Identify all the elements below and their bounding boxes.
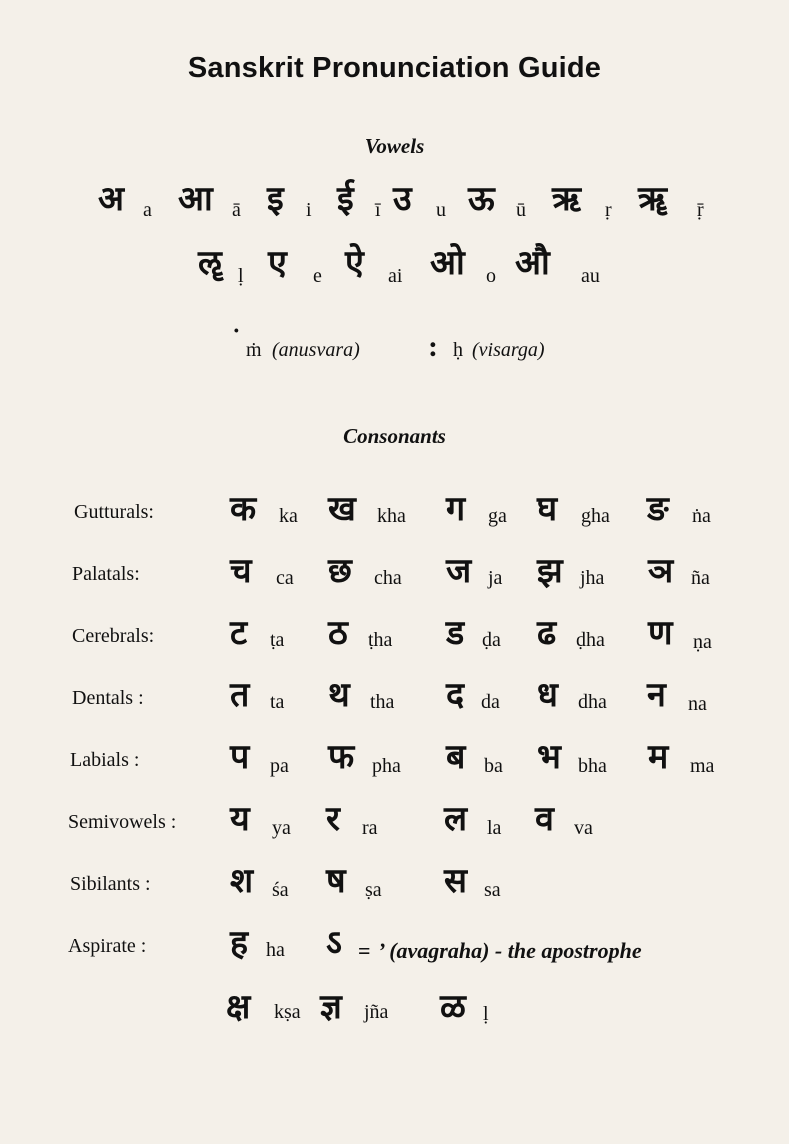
consonant-translit: gha <box>581 505 610 527</box>
consonant-letter: थ <box>328 675 350 715</box>
vowel-row-2 <box>0 243 789 296</box>
row-label: Aspirate : <box>68 935 147 957</box>
consonant-letter: ग <box>446 489 466 529</box>
visarga-mark: : <box>428 330 438 363</box>
consonant-translit: ma <box>690 755 715 777</box>
consonant-letter: व <box>535 799 554 839</box>
consonant-letter: च <box>230 551 252 591</box>
vowel-translit: ṛ <box>605 199 612 221</box>
vowel-translit: ā <box>232 199 241 221</box>
anusvara-letter: ṁ <box>246 339 262 361</box>
consonant-translit: ga <box>488 505 507 527</box>
consonant-letter: द <box>446 675 465 715</box>
consonant-letter: ङ <box>647 489 669 529</box>
vowel-translit: e <box>313 265 322 287</box>
vowel-translit: i <box>306 199 312 221</box>
consonant-row-labials <box>0 737 789 790</box>
consonant-translit: cha <box>374 567 402 589</box>
conjunct-letter: ज्ञ <box>320 987 342 1027</box>
consonant-letter: ष <box>326 861 346 901</box>
vowel-translit: ū <box>516 199 526 221</box>
consonant-letter: न <box>647 675 666 715</box>
consonant-translit: da <box>481 691 500 713</box>
consonant-letter: झ <box>537 551 563 591</box>
consonant-letter: श <box>230 861 254 901</box>
consonant-translit: dha <box>578 691 607 713</box>
consonant-translit: na <box>688 693 707 715</box>
consonant-letter: प <box>230 737 250 777</box>
consonant-translit: bha <box>578 755 607 777</box>
vowel-letter: उ <box>393 179 412 219</box>
vowel-translit: ai <box>388 265 403 287</box>
consonant-letter: स <box>444 861 467 901</box>
consonant-letter: ब <box>446 737 466 777</box>
anusvara-mark: ˙ <box>232 324 241 353</box>
row-label: Gutturals: <box>74 501 154 523</box>
row-label: Cerebrals: <box>72 625 155 647</box>
consonant-letter: ढ <box>537 613 557 653</box>
vowel-translit: ḷ <box>238 265 244 287</box>
vowel-letter: औ <box>515 243 550 283</box>
row-label: Sibilants : <box>70 873 151 895</box>
consonant-letter: ध <box>537 675 558 715</box>
vowels-heading: Vowels <box>364 134 425 158</box>
consonant-row-gutturals <box>0 489 789 542</box>
vowel-letter: इ <box>267 179 284 219</box>
consonant-translit: pha <box>372 755 401 777</box>
vowel-translit: u <box>436 199 446 221</box>
consonant-translit: śa <box>272 879 289 901</box>
vowel-letter: ॠ <box>638 179 668 219</box>
conjunct-translit: ḷ <box>483 1003 489 1025</box>
consonants-heading: Consonants <box>343 424 446 448</box>
vowel-letter: ऐ <box>345 243 364 283</box>
consonant-letter: छ <box>328 551 352 591</box>
consonant-translit: ña <box>691 567 710 589</box>
vowel-letter: आ <box>178 179 213 219</box>
consonant-translit: ra <box>362 817 378 839</box>
consonant-letter: म <box>648 737 669 777</box>
consonant-translit: va <box>574 817 593 839</box>
conjunct-letter: ळ <box>440 987 466 1027</box>
consonant-translit: kha <box>377 505 406 527</box>
consonant-translit: ṭa <box>270 629 285 651</box>
consonant-translit: la <box>487 817 502 839</box>
vowel-translit: ṝ <box>697 199 704 221</box>
consonant-row-aspirate <box>0 923 789 976</box>
consonant-letter: ठ <box>328 613 348 653</box>
consonant-translit: ṭha <box>368 629 393 651</box>
conjunct-row <box>0 987 789 1040</box>
visarga-name: (visarga) <box>472 339 545 361</box>
equals-sign: = <box>358 938 371 963</box>
vowel-letter: ॡ <box>198 243 222 283</box>
vowel-letter: ए <box>268 243 287 283</box>
special-signs-row <box>0 324 789 384</box>
anusvara-name: (anusvara) <box>272 339 360 361</box>
consonant-letter: ख <box>328 489 356 529</box>
conjunct-translit: jña <box>364 1001 389 1023</box>
vowel-letter: ऋ <box>552 179 582 219</box>
consonant-translit: tha <box>370 691 395 713</box>
row-label: Palatals: <box>72 563 140 585</box>
consonant-translit: ca <box>276 567 294 589</box>
consonant-row-sibilants <box>0 861 789 914</box>
conjunct-letter: क्ष <box>226 987 251 1027</box>
vowel-translit: ī <box>375 199 381 221</box>
avagraha-sign: ऽ <box>326 923 342 963</box>
row-label: Labials : <box>70 749 140 771</box>
consonant-letter: य <box>230 799 250 839</box>
vowel-row-1 <box>0 179 789 232</box>
consonant-translit: ṣa <box>365 879 382 901</box>
consonant-translit: ṅa <box>692 505 711 527</box>
consonant-letter: क <box>230 489 257 529</box>
conjunct-translit: kṣa <box>274 1001 301 1023</box>
consonant-row-cerebrals <box>0 613 789 666</box>
vowel-translit: o <box>486 265 496 287</box>
consonant-translit: ta <box>270 691 285 713</box>
consonant-translit: ḍha <box>576 629 605 651</box>
consonant-letter: ट <box>230 613 248 653</box>
consonant-row-dentals <box>0 675 789 728</box>
row-label: Dentals : <box>72 687 144 709</box>
consonant-letter: ह <box>230 923 249 963</box>
vowel-translit: au <box>581 265 600 287</box>
vowel-translit: a <box>143 199 152 221</box>
consonant-letter: घ <box>537 489 558 529</box>
consonant-translit: pa <box>270 755 289 777</box>
vowel-letter: ऊ <box>468 179 495 219</box>
consonant-letter: ल <box>444 799 468 839</box>
consonant-letter: भ <box>537 737 561 777</box>
consonant-translit: ba <box>484 755 503 777</box>
consonant-letter: फ <box>328 737 355 777</box>
page-title: Sanskrit Pronunciation Guide <box>187 52 602 84</box>
consonant-translit: ya <box>272 817 291 839</box>
consonant-translit: ka <box>279 505 298 527</box>
consonant-translit: ḍa <box>482 629 501 651</box>
consonant-letter: र <box>326 799 340 839</box>
consonant-translit: sa <box>484 879 501 901</box>
consonant-translit: ṇa <box>693 631 712 653</box>
consonant-letter: ड <box>446 613 465 653</box>
consonant-translit: ja <box>488 567 503 589</box>
consonant-letter: त <box>230 675 250 715</box>
vowel-letter: अ <box>98 179 124 219</box>
consonant-translit: jha <box>580 567 605 589</box>
consonant-row-semivowels <box>0 799 789 852</box>
vowel-letter: ओ <box>430 243 465 283</box>
consonant-translit: ha <box>266 939 285 961</box>
consonant-row-palatals <box>0 551 789 604</box>
consonant-letter: ण <box>648 613 673 653</box>
avagraha-description: ’ (avagraha) - the apostrophe <box>378 938 642 963</box>
visarga-letter: ḥ <box>453 339 463 361</box>
consonant-letter: ञ <box>648 551 674 591</box>
row-label: Semivowels : <box>68 811 177 833</box>
consonant-letter: ज <box>446 551 472 591</box>
vowel-letter: ई <box>337 179 354 219</box>
